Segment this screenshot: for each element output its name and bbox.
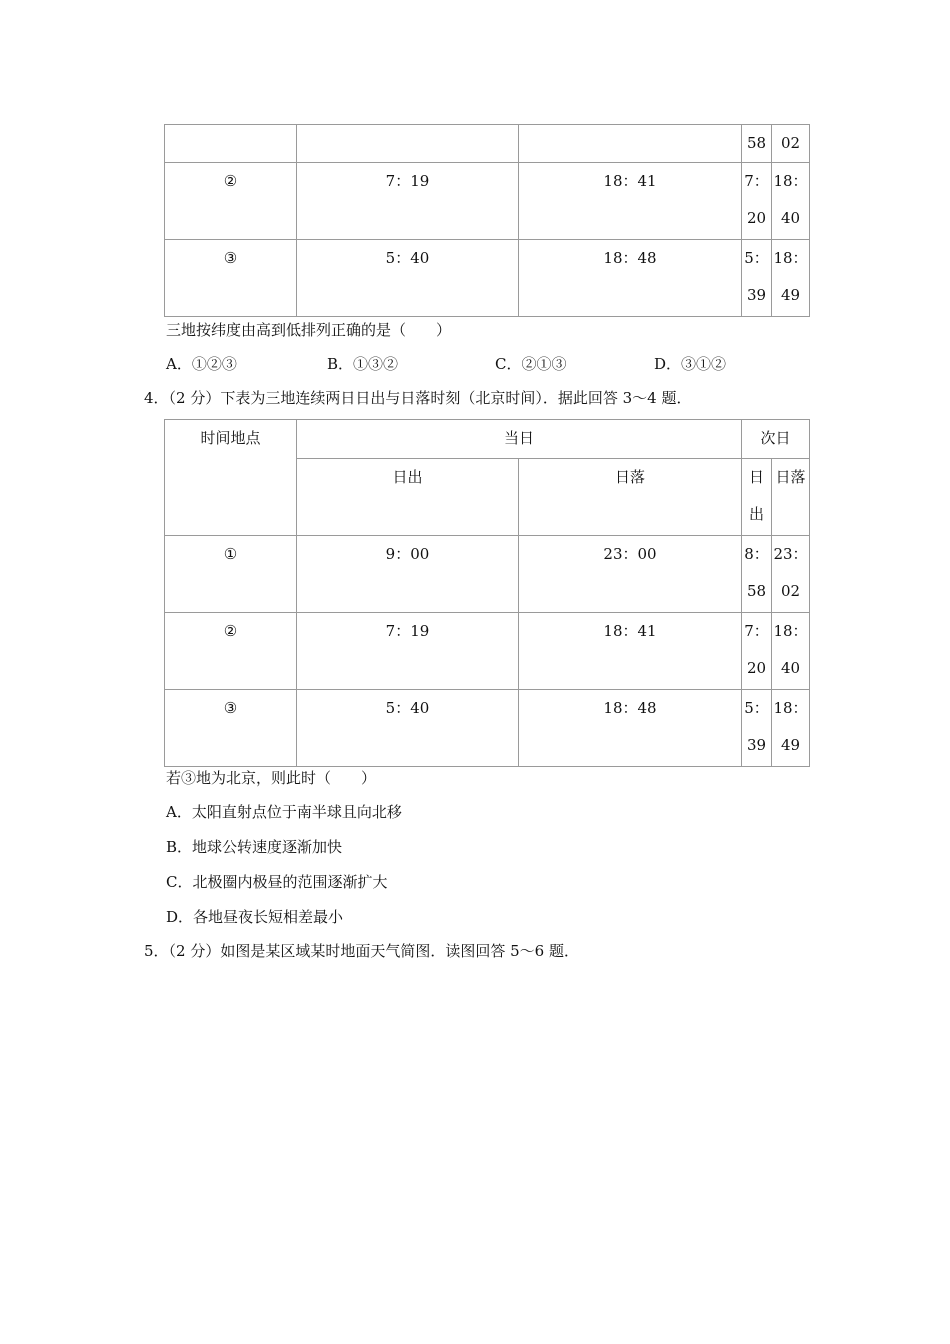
header-next-day: 次日 bbox=[742, 420, 810, 459]
table-header-row bbox=[165, 420, 810, 459]
cell-line: 02 bbox=[780, 582, 801, 600]
q4-option-b[interactable] bbox=[166, 837, 342, 857]
table-cell: ① bbox=[165, 536, 297, 613]
option-label: D． bbox=[166, 908, 194, 926]
option-text: 地球公转速度逐渐加快 bbox=[192, 838, 343, 856]
table-cell bbox=[772, 163, 810, 240]
table-row bbox=[165, 240, 810, 317]
question-text: （2 分）如图是某区域某时地面天气简图．读图回答 5～6 题． bbox=[168, 942, 579, 960]
question-number: 4． bbox=[144, 389, 169, 407]
table-cell bbox=[297, 125, 519, 163]
table-cell: 18：48 bbox=[519, 690, 742, 767]
table-row bbox=[165, 690, 810, 767]
option-text: ①③② bbox=[353, 355, 399, 373]
cell-line: 58 bbox=[746, 582, 767, 600]
question-5-stem bbox=[144, 941, 579, 961]
table-cell: 18：48 bbox=[519, 240, 742, 317]
table-cell: 18：41 bbox=[519, 613, 742, 690]
table-cell bbox=[165, 125, 297, 163]
question-text: （2 分）下表为三地连续两日日出与日落时刻（北京时间）．据此回答 3～4 题． bbox=[168, 389, 692, 407]
option-label: C． bbox=[495, 355, 522, 373]
table-cell bbox=[772, 536, 810, 613]
table-cell: 23：00 bbox=[519, 536, 742, 613]
cell-line: 出 bbox=[748, 505, 764, 523]
table-cell: 02 bbox=[772, 125, 810, 163]
table-cell bbox=[772, 240, 810, 317]
table-cell: 7：19 bbox=[297, 163, 519, 240]
subheader-next-sunrise bbox=[742, 459, 772, 536]
option-text: ②①③ bbox=[521, 355, 567, 373]
option-text: ③①② bbox=[681, 355, 727, 373]
table-cell bbox=[742, 690, 772, 767]
cell-line: 49 bbox=[780, 736, 801, 754]
cell-line: 5： bbox=[744, 249, 769, 267]
cell-line: 7： bbox=[744, 622, 769, 640]
table-cell bbox=[742, 240, 772, 317]
cell-line: 18： bbox=[773, 172, 808, 190]
q3-option-d[interactable] bbox=[654, 354, 726, 374]
table-cell: ② bbox=[165, 163, 297, 240]
option-text: 各地昼夜长短相差最小 bbox=[193, 908, 344, 926]
q4-option-a[interactable] bbox=[166, 802, 402, 822]
q3-option-a[interactable] bbox=[166, 354, 237, 374]
table-cell: 18：41 bbox=[519, 163, 742, 240]
table-cell bbox=[742, 536, 772, 613]
sunrise-sunset-table bbox=[164, 419, 810, 767]
cell-line: 18： bbox=[773, 622, 808, 640]
table-cell: 58 bbox=[742, 125, 772, 163]
cell-line: 40 bbox=[780, 209, 801, 227]
question-4-stem bbox=[144, 388, 692, 408]
table-cell bbox=[742, 163, 772, 240]
sunrise-table-continued bbox=[164, 124, 810, 317]
subheader-sunset: 日落 bbox=[519, 459, 742, 536]
table-cell: ③ bbox=[165, 240, 297, 317]
table-cell: ③ bbox=[165, 690, 297, 767]
table-row bbox=[165, 125, 810, 163]
option-label: A． bbox=[166, 803, 192, 821]
cell-line: 39 bbox=[746, 736, 767, 754]
q4-option-c[interactable] bbox=[166, 872, 388, 892]
cell-line: 日 bbox=[748, 468, 764, 486]
header-place-time: 时间地点 bbox=[165, 420, 297, 536]
q3-option-b[interactable] bbox=[327, 354, 398, 374]
q4-option-d[interactable] bbox=[166, 907, 343, 927]
option-text: 北极圈内极昼的范围逐渐扩大 bbox=[192, 873, 388, 891]
cell-line: 20 bbox=[746, 209, 767, 227]
table-cell bbox=[742, 613, 772, 690]
table-cell: 5：40 bbox=[297, 690, 519, 767]
table-row bbox=[165, 613, 810, 690]
cell-line: 18： bbox=[773, 249, 808, 267]
option-label: A． bbox=[166, 355, 192, 373]
table-cell bbox=[772, 613, 810, 690]
table-cell: 5：40 bbox=[297, 240, 519, 317]
table-row bbox=[165, 536, 810, 613]
option-text: 太阳直射点位于南半球且向北移 bbox=[191, 803, 402, 821]
cell-line: 20 bbox=[746, 659, 767, 677]
option-label: D． bbox=[654, 355, 682, 373]
cell-line: 40 bbox=[780, 659, 801, 677]
q3-option-c[interactable] bbox=[495, 354, 567, 374]
option-label: B． bbox=[166, 838, 193, 856]
table-cell: 9：00 bbox=[297, 536, 519, 613]
option-text: ①②③ bbox=[191, 355, 237, 373]
subheader-next-sunset: 日落 bbox=[772, 459, 810, 536]
table-cell: ② bbox=[165, 613, 297, 690]
question-4-sub-stem: 若③地为北京，则此时（ ） bbox=[166, 769, 377, 787]
option-label: B． bbox=[327, 355, 354, 373]
table-cell bbox=[772, 690, 810, 767]
cell-line: 23： bbox=[773, 545, 808, 563]
option-label: C． bbox=[166, 873, 193, 891]
cell-line: 49 bbox=[780, 286, 801, 304]
cell-line: 39 bbox=[746, 286, 767, 304]
cell-line: 7： bbox=[744, 172, 769, 190]
cell-line: 8： bbox=[744, 545, 769, 563]
table-cell bbox=[519, 125, 742, 163]
subheader-sunrise: 日出 bbox=[297, 459, 519, 536]
question-number: 5． bbox=[144, 942, 169, 960]
table-row bbox=[165, 163, 810, 240]
cell-line: 18： bbox=[773, 699, 808, 717]
header-today: 当日 bbox=[297, 420, 742, 459]
table-cell: 7：19 bbox=[297, 613, 519, 690]
cell-line: 5： bbox=[744, 699, 769, 717]
question-3-stem: 三地按纬度由高到低排列正确的是（ ） bbox=[166, 321, 452, 339]
